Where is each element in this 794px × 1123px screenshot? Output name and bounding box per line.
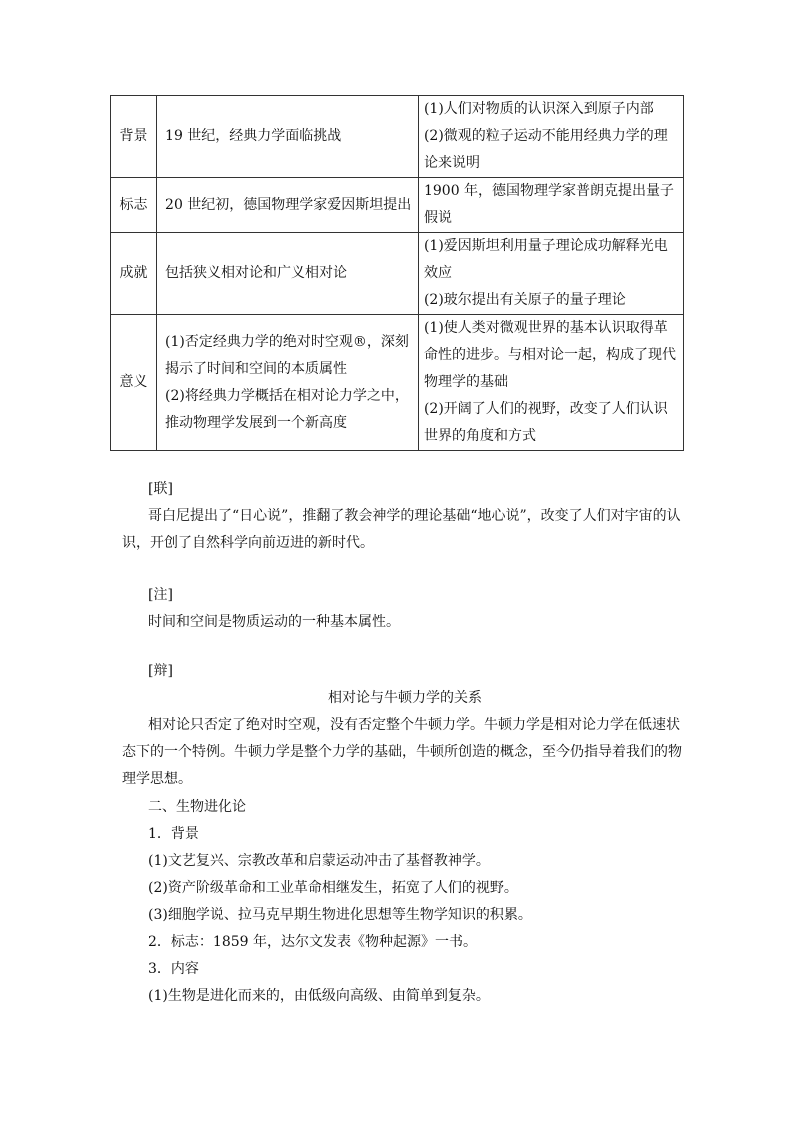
bian-body bbox=[122, 685, 688, 793]
table-cell bbox=[418, 178, 683, 233]
table-cell bbox=[418, 315, 683, 451]
list-item: (1)文艺复兴、宗教改革和启蒙运动冲击了基督教神学。 bbox=[148, 853, 490, 869]
list-item: 2．标志：1859 年，达尔文发表《物种起源》一书。 bbox=[148, 934, 477, 950]
table-row bbox=[111, 96, 684, 178]
table-cell bbox=[157, 96, 419, 178]
summary-table bbox=[110, 95, 684, 451]
lian-section bbox=[148, 476, 688, 503]
bian-text: 相对论只否定了绝对时空观，没有否定整个牛顿力学。牛顿力学是相对论力学在低速状态下的一个特例。牛顿力学是整个力学的基础，牛顿所创造的概念，至今仍指导着我们的物理学思想。 bbox=[122, 717, 682, 787]
table-row bbox=[111, 315, 684, 451]
cell-text: (1)使人类对微观世界的基本认识取得革命性的进步。与相对论一起，构成了现代物理学的基础 bbox=[423, 320, 676, 390]
cell-text: (1)否定经典力学的绝对时空观®，深刻揭示了时间和空间的本质属性 bbox=[165, 333, 409, 377]
list-item: (1)生物是进化而来的，由低级向高级、由简单到复杂。 bbox=[148, 988, 490, 1004]
cell-text: 包括狭义相对论和广义相对论 bbox=[165, 265, 348, 281]
table-cell bbox=[418, 96, 683, 178]
zhu-tag: [注] bbox=[148, 587, 173, 603]
evolution-section bbox=[148, 794, 688, 1010]
row-label: 标志 bbox=[111, 178, 157, 233]
cell-text: (2)微观的粒子运动不能用经典力学的理论来说明 bbox=[423, 128, 668, 171]
table-cell bbox=[157, 178, 419, 233]
list-item: 1．背景 bbox=[148, 826, 199, 842]
table-cell bbox=[157, 233, 419, 315]
cell-text: (1)爱因斯坦利用量子理论成功解释光电效应 bbox=[423, 238, 668, 281]
zhu-text: 时间和空间是物质运动的一种基本属性。 bbox=[148, 614, 400, 630]
list-item: (2)资产阶级革命和工业革命相继发生，拓宽了人们的视野。 bbox=[148, 880, 518, 896]
lian-tag: [联] bbox=[148, 481, 173, 497]
cell-text: (2)玻尔提出有关原子的量子理论 bbox=[423, 292, 626, 308]
list-item: (3)细胞学说、拉马克早期生物进化思想等生物学知识的积累。 bbox=[148, 907, 532, 923]
cell-text: (1)人们对物质的认识深入到原子内部 bbox=[423, 101, 654, 117]
row-label: 背景 bbox=[111, 96, 157, 178]
table-row bbox=[111, 233, 684, 315]
cell-text: (2)开阔了人们的视野，改变了人们认识世界的角度和方式 bbox=[423, 401, 668, 444]
bian-section bbox=[148, 658, 688, 685]
row-label: 成就 bbox=[111, 233, 157, 315]
cell-text: (2)将经典力学概括在相对论力学之中，推动物理学发展到一个新高度 bbox=[165, 387, 409, 431]
row-label: 意义 bbox=[111, 315, 157, 451]
lian-body bbox=[122, 503, 688, 557]
cell-text: 1900 年，德国物理学家普朗克提出量子假说 bbox=[423, 183, 675, 226]
list-item: 3．内容 bbox=[148, 961, 199, 977]
cell-text: 20 世纪初，德国物理学家爱因斯坦提出 bbox=[165, 196, 412, 213]
table-row bbox=[111, 178, 684, 233]
table-cell bbox=[418, 233, 683, 315]
table-cell bbox=[157, 315, 419, 451]
bian-title: 相对论与牛顿力学的关系 bbox=[328, 690, 482, 706]
section-heading: 二、生物进化论 bbox=[148, 799, 246, 815]
cell-text: 19 世纪，经典力学面临挑战 bbox=[165, 128, 342, 144]
bian-tag: [辩] bbox=[148, 663, 173, 679]
zhu-section bbox=[148, 582, 688, 636]
lian-text: 哥白尼提出了“日心说”，推翻了教会神学的理论基础“地心说”，改变了人们对宇宙的认识，开创了自然科学向前迈进的新时代。 bbox=[122, 508, 681, 551]
